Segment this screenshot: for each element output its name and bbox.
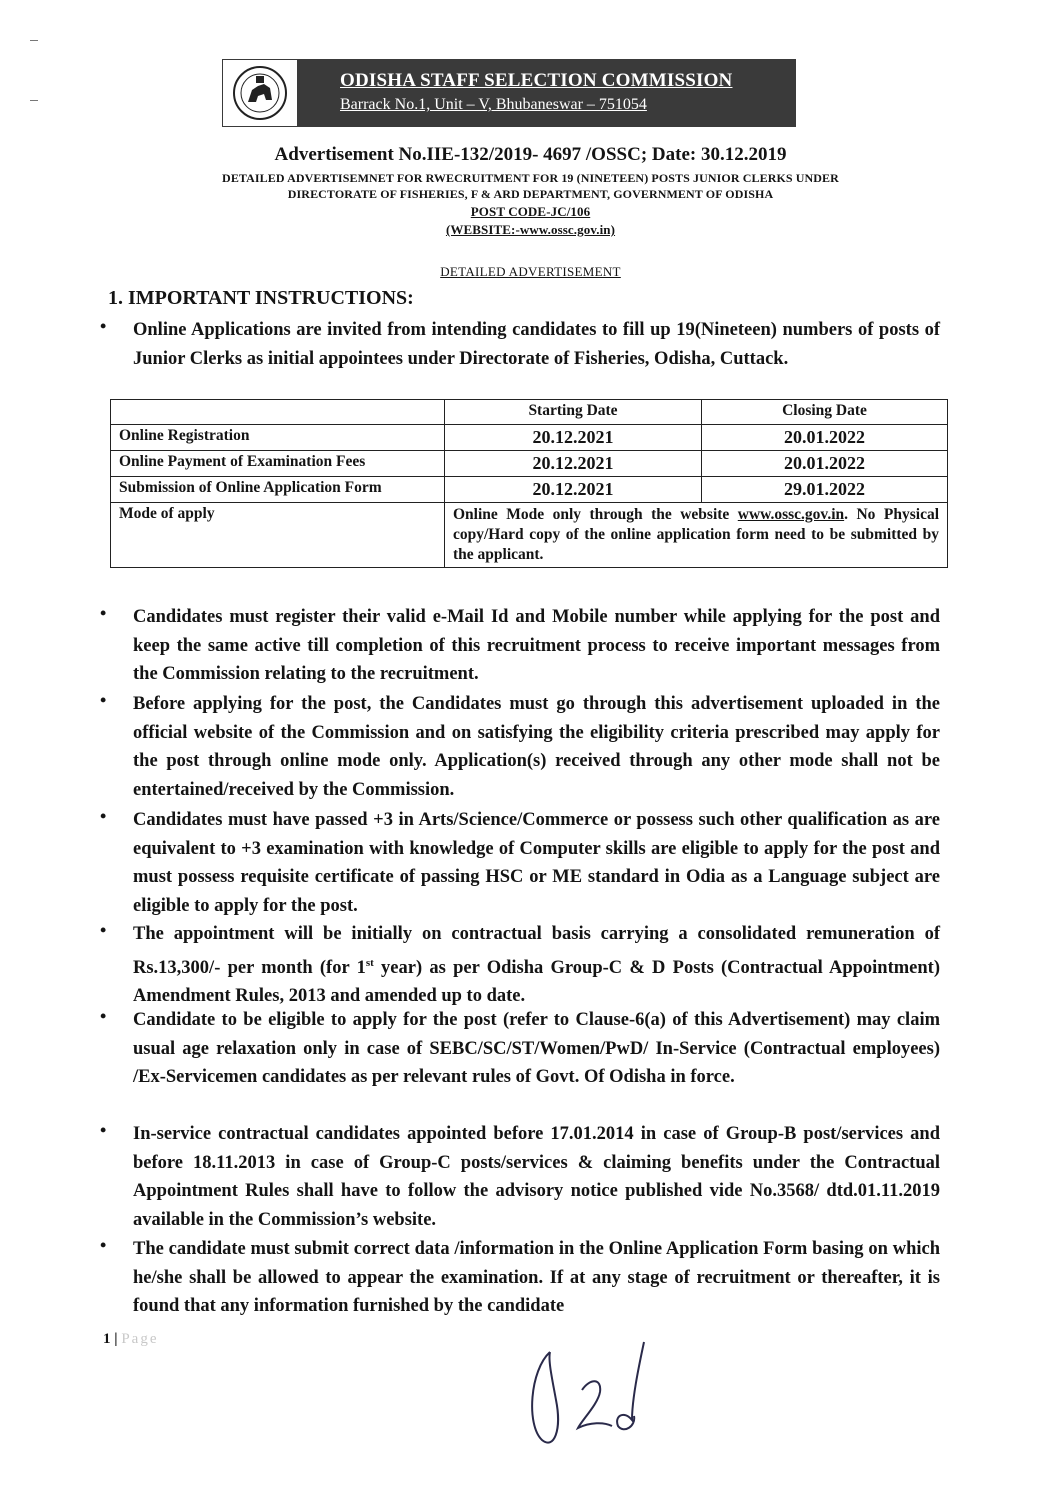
column-header-start: Starting Date — [445, 400, 702, 425]
close-date: 20.01.2022 — [702, 425, 948, 451]
close-date: 20.01.2022 — [702, 451, 948, 477]
mode-text: Online Mode only through the website — [453, 506, 738, 523]
row-label: Online Registration — [111, 425, 445, 451]
section-heading — [108, 287, 414, 310]
list-item-text: In-service contractual candidates appointed before 17.01.2014 in case of Group-B post/services and before 18.11.2013 in case of Group-C posts/services & claiming benefits under the Contractual Appointment Rules shall have to follow the advisory notice published vide No.3568/ dtd.01.11.2019 available in the Commission’s website. — [133, 1124, 940, 1230]
list-item-text: Online Applications are invited from intending candidates to fill up 19(Nineteen) numbers of posts of Junior Clerks as initial appointees under Directorate of Fisheries, Odisha, Cuttack. — [133, 320, 940, 369]
table-row — [111, 503, 948, 568]
bullet-icon: • — [100, 1120, 107, 1140]
scan-mark — [30, 100, 38, 101]
handwritten-signature — [520, 1330, 670, 1470]
page-number: 1 — [103, 1331, 111, 1347]
advertisement-subtitle-2: DIRECTORATE OF FISHERIES, F & ARD DEPARTMENT, GOVERNMENT OF ODISHA — [287, 187, 774, 201]
start-date: 20.12.2021 — [445, 477, 702, 503]
list-item — [100, 1235, 940, 1321]
table-row — [111, 425, 948, 451]
website-line: (WEBSITE:-www.ossc.gov.in) — [445, 222, 616, 237]
table-header-empty — [111, 400, 445, 425]
superscript: st — [365, 956, 374, 969]
start-date: 20.12.2021 — [445, 425, 702, 451]
row-label: Submission of Online Application Form — [111, 477, 445, 503]
remuneration-text: The appointment will be initially on contractual basis carrying a consolidated remuneration of Rs.13,300/- per month (for 1 — [133, 924, 940, 978]
row-label: Online Payment of Examination Fees — [111, 451, 445, 477]
ossc-website-link[interactable]: www.ossc.gov.in — [737, 506, 845, 523]
detailed-advertisement-heading: DETAILED ADVERTISEMENT — [440, 264, 621, 279]
list-item-text: Before applying for the post, the Candidates must go through this advertisement uploaded in the official website of the Commission and on satisfying the eligibility criteria prescribed may apply for the post through online mode only. Application(s) received through any other mode shall not be entertained/received by the Commission. — [133, 694, 940, 800]
list-item-text: Candidate to be eligible to apply for the post (refer to Clause-6(a) of this Advertisement) may claim usual age relaxation only in case of SEBC/SC/ST/Women/PwD/ In-Service (Contractual employees) /Ex-Servicemen candidates as per relevant rules of Govt. Of Odisha in force. — [133, 1010, 940, 1087]
header-banner — [222, 59, 796, 127]
table-row — [111, 477, 948, 503]
org-address: Barrack No.1, Unit – V, Bhubaneswar – 751054 — [340, 96, 647, 113]
list-item-text: Candidates must register their valid e-Mail Id and Mobile number while applying for the post and keep the same active till completion of this recruitment process to receive important messages from the Commission relating to the recruitment. — [133, 607, 940, 684]
list-item — [100, 690, 940, 804]
bullet-icon: • — [100, 806, 107, 826]
advertisement-number: Advertisement No.IIE-132/2019- 4697 /OSSC; Date: 30.12.2019 — [274, 144, 787, 165]
list-item-text: The candidate must submit correct data /information in the Online Application Form basing on which he/she shall be allowed to appear the examination. If at any stage of recruitment or thereafter, it is found that any information furnished by the candidate — [133, 1239, 940, 1316]
scan-mark — [30, 40, 38, 41]
bullet-icon: • — [100, 603, 107, 623]
close-date: 29.01.2022 — [702, 477, 948, 503]
start-date: 20.12.2021 — [445, 451, 702, 477]
list-item — [100, 603, 940, 689]
list-item — [100, 920, 940, 1011]
bullet-icon: • — [100, 1006, 107, 1026]
list-item — [100, 1120, 940, 1234]
list-item — [100, 316, 940, 373]
list-item-text — [133, 920, 940, 1011]
mode-text-continued: . No Physical copy/Hard copy of the online application form need to be submitted by the applicant. — [453, 506, 940, 563]
post-code: POST CODE-JC/106 — [470, 204, 591, 219]
odisha-emblem-icon — [222, 59, 298, 127]
page-separator: | — [110, 1331, 122, 1347]
mode-of-apply-text — [445, 503, 948, 568]
list-item — [100, 1006, 940, 1092]
list-item-text: Candidates must have passed +3 in Arts/Science/Commerce or possess such other qualification as are equivalent to +3 examination with knowledge of Computer skills are eligible to apply for the post and must possess requisite certificate of passing HSC or ME standard in Odia as a Language subject are eligible to apply for the post. — [133, 810, 940, 916]
page-word: Page — [121, 1331, 159, 1347]
section-heading-text: 1. IMPORTANT INSTRUCTIONS: — [108, 287, 414, 309]
bullet-icon: • — [100, 316, 107, 336]
column-header-close: Closing Date — [702, 400, 948, 425]
list-item — [100, 806, 940, 920]
advertisement-subtitle-1: DETAILED ADVERTISEMNET FOR RWECRUITMENT FOR 19 (NINETEEN) POSTS JUNIOR CLERKS UNDER — [222, 171, 839, 185]
org-name: ODISHA STAFF SELECTION COMMISSION — [340, 70, 733, 91]
bullet-icon: • — [100, 690, 107, 710]
bullet-icon: • — [100, 920, 107, 940]
page-footer — [103, 1331, 158, 1348]
table-header-row — [111, 400, 948, 425]
dates-table — [110, 399, 948, 568]
bullet-icon: • — [100, 1235, 107, 1255]
remuneration-text-continued: year) as per Odisha Group-C & D Posts (Contractual Appointment) Amendment Rules, 2013 and amended up to date. — [133, 957, 940, 1007]
table-row — [111, 451, 948, 477]
row-label: Mode of apply — [111, 503, 445, 568]
